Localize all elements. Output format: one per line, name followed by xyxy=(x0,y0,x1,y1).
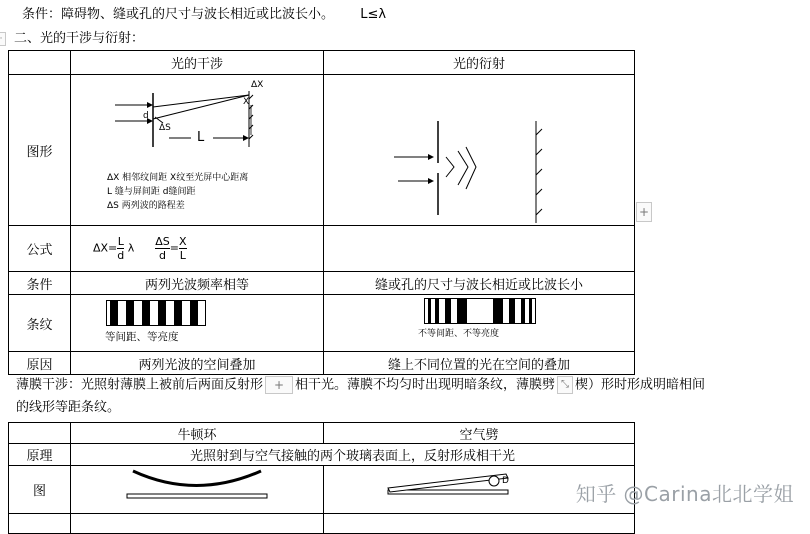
partial-cell xyxy=(324,514,635,534)
figure-row xyxy=(9,75,635,226)
newton-ring-figure-cell xyxy=(71,466,324,514)
add-row-icon[interactable]: + xyxy=(265,376,293,394)
thin-film-text-a: 薄膜干涉：光照射薄膜上被前后两面反射形 xyxy=(16,377,264,393)
thin-film-text-b: 相干光。薄膜不均匀时出现明暗条纹，薄膜劈 xyxy=(295,377,556,393)
figure-row-label: 图形 xyxy=(9,75,71,226)
section-title: 二、光的干涉与衍射： xyxy=(14,31,145,46)
label-x: X xyxy=(243,97,250,107)
fringe-interference-caption: 等间距、等亮度 xyxy=(105,331,179,343)
watermark: 知乎 @Carina北北学姐 xyxy=(575,482,794,506)
table-header-row xyxy=(9,51,635,75)
formula-row-label: 公式 xyxy=(9,226,71,272)
formula-empty-cell xyxy=(324,226,635,272)
fringe-row xyxy=(9,295,635,352)
fringe-row-label: 条纹 xyxy=(9,295,71,352)
table2-header-corner xyxy=(9,423,71,444)
table2-partial-row xyxy=(9,514,635,534)
formula2-denominator-left: d xyxy=(159,249,167,262)
formula2-equals: = xyxy=(169,241,180,255)
condition-row xyxy=(9,272,635,295)
cause-row xyxy=(9,352,635,375)
thin-film-line-1 xyxy=(16,376,705,395)
interference-figure-cell xyxy=(71,75,324,226)
cause-interference: 两列光波的空间叠加 xyxy=(71,352,324,375)
table2-header-row xyxy=(9,423,635,444)
table2-figure-row xyxy=(9,466,635,514)
add-column-icon[interactable]: + xyxy=(636,202,652,222)
equal-fringe-pattern xyxy=(106,300,206,326)
formula-row xyxy=(9,226,635,272)
condition-interference: 两列光波频率相等 xyxy=(71,272,324,295)
formula2-numerator-left: ΔS xyxy=(155,235,170,248)
condition-row-label: 条件 xyxy=(9,272,71,295)
legend-line: ΔS 两列波的路程差 xyxy=(107,201,185,211)
double-slit-diagram xyxy=(71,75,324,167)
label-l: L xyxy=(197,130,205,145)
fringe-interference-cell xyxy=(71,295,324,352)
partial-cell xyxy=(9,514,71,534)
cause-row-label: 原因 xyxy=(9,352,71,375)
thin-film-line-2: 的线形等距条纹。 xyxy=(16,400,121,415)
header-air-wedge: 空气劈 xyxy=(324,423,635,444)
header-newton-rings: 牛顿环 xyxy=(71,423,324,444)
figure-legend xyxy=(107,171,248,213)
principle-text: 光照射到与空气接触的两个玻璃表面上，反射形成相干光 xyxy=(71,444,635,466)
fringe-diffraction-cell xyxy=(324,295,635,352)
wedge-label-d: D xyxy=(502,476,509,486)
partial-cell xyxy=(71,514,324,534)
formula1-tail: λ xyxy=(127,241,135,255)
condition-diffraction: 缝或孔的尺寸与波长相近或比波长小 xyxy=(324,272,635,295)
header-diffraction: 光的衍射 xyxy=(324,51,635,75)
legend-line: ΔX 相邻纹间距 X纹至光屏中心距离 xyxy=(107,173,249,183)
diffraction-figure-cell xyxy=(324,75,635,226)
collapse-handle-icon[interactable] xyxy=(0,32,6,46)
label-ds: ΔS xyxy=(159,123,171,133)
comparison-table xyxy=(8,50,635,375)
legend-line: L 缝与屏间距 d缝间距 xyxy=(107,187,196,197)
label-dx: ΔX xyxy=(251,80,264,90)
formula1-denominator: d xyxy=(117,249,125,262)
condition-formula: L≤λ xyxy=(360,7,387,22)
principle-row xyxy=(9,444,635,466)
table2-figure-label: 图 xyxy=(9,466,71,514)
formula1-numerator: L xyxy=(117,235,124,248)
fringe-diffraction-caption: 不等间距、不等亮度 xyxy=(418,329,500,339)
unequal-fringe-pattern xyxy=(424,298,536,324)
formula2-denominator-right: L xyxy=(179,249,186,262)
resize-handle-icon[interactable]: ⤡ xyxy=(557,376,573,394)
principle-row-label: 原理 xyxy=(9,444,71,466)
formula2-numerator-right: X xyxy=(179,235,187,248)
formula-cell xyxy=(71,226,324,272)
newton-ring-diagram xyxy=(71,466,324,514)
condition-line xyxy=(22,6,386,24)
single-slit-diagram xyxy=(324,75,635,226)
thin-film-table xyxy=(8,422,635,534)
label-d: d xyxy=(143,111,149,121)
formula1-lhs: ΔX= xyxy=(93,241,118,255)
header-corner xyxy=(9,51,71,75)
thin-film-text-c: 楔）形时形成明暗相间 xyxy=(575,377,706,393)
header-interference: 光的干涉 xyxy=(71,51,324,75)
cause-diffraction: 缝上不同位置的光在空间的叠加 xyxy=(324,352,635,375)
condition-text: 条件：障碍物、缝或孔的尺寸与波长相近或比波长小。 xyxy=(22,7,335,22)
